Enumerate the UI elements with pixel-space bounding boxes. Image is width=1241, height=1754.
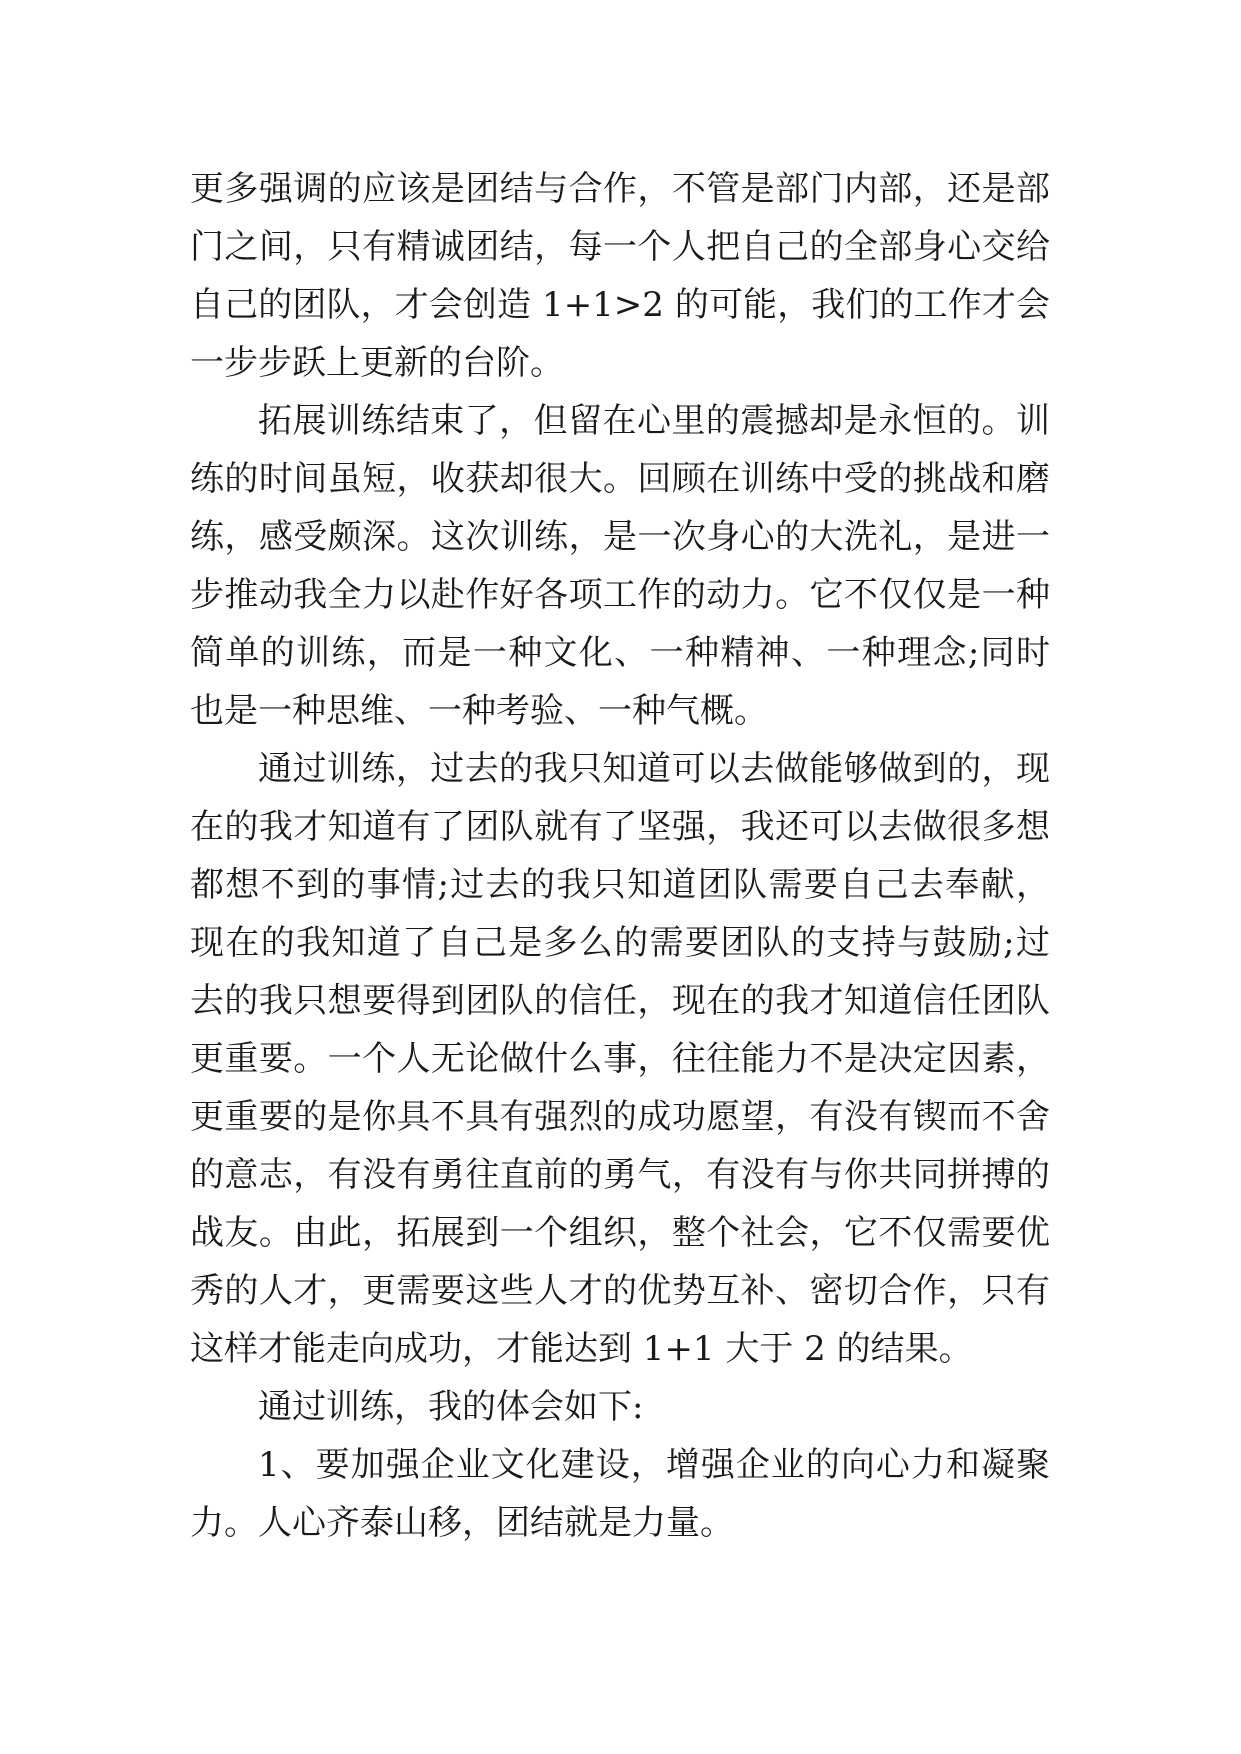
document-body bbox=[190, 160, 1050, 1552]
paragraph-comparison: 通过训练，过去的我只知道可以去做能够做到的，现在的我才知道有了团队就有了坚强，我还可以去做很多想都想不到的事情;过去的我只知道团队需要自己去奉献，现在的我知道了自己是多么的需要团队的支持与鼓励;过去的我只想要得到团队的信任，现在的我才知道信任团队更重要。一个人无论做什么事，往往能力不是决定因素，更重要的是你具不具有强烈的成功愿望，有没有锲而不舍的意志，有没有勇往直前的勇气，有没有与你共同拼搏的战友。由此，拓展到一个组织，整个社会，它不仅需要优秀的人才，更需要这些人才的优势互补、密切合作，只有这样才能走向成功，才能达到 1+1 大于 2 的结果。 bbox=[190, 749, 1050, 1369]
paragraph-point-1: 1、要加强企业文化建设，增强企业的向心力和凝聚力。人心齐泰山移，团结就是力量。 bbox=[190, 1445, 1050, 1543]
paragraph-reflection: 拓展训练结束了，但留在心里的震撼却是永恒的。训练的时间虽短，收获却很大。回顾在训练中受的挑战和磨练，感受颇深。这次训练，是一次身心的大洗礼，是进一步推动我全力以赴作好各项工作的动力。它不仅仅是一种简单的训练，而是一种文化、一种精神、一种理念;同时也是一种思维、一种考验、一种气概。 bbox=[190, 401, 1050, 731]
paragraph-continued: 更多强调的应该是团结与合作，不管是部门内部，还是部门之间，只有精诚团结，每一个人把自己的全部身心交给自己的团队，才会创造 1+1>2 的可能，我们的工作才会一步步跃上更新的台阶。 bbox=[190, 169, 1050, 383]
paragraph-summary-intro: 通过训练，我的体会如下: bbox=[258, 1387, 644, 1427]
